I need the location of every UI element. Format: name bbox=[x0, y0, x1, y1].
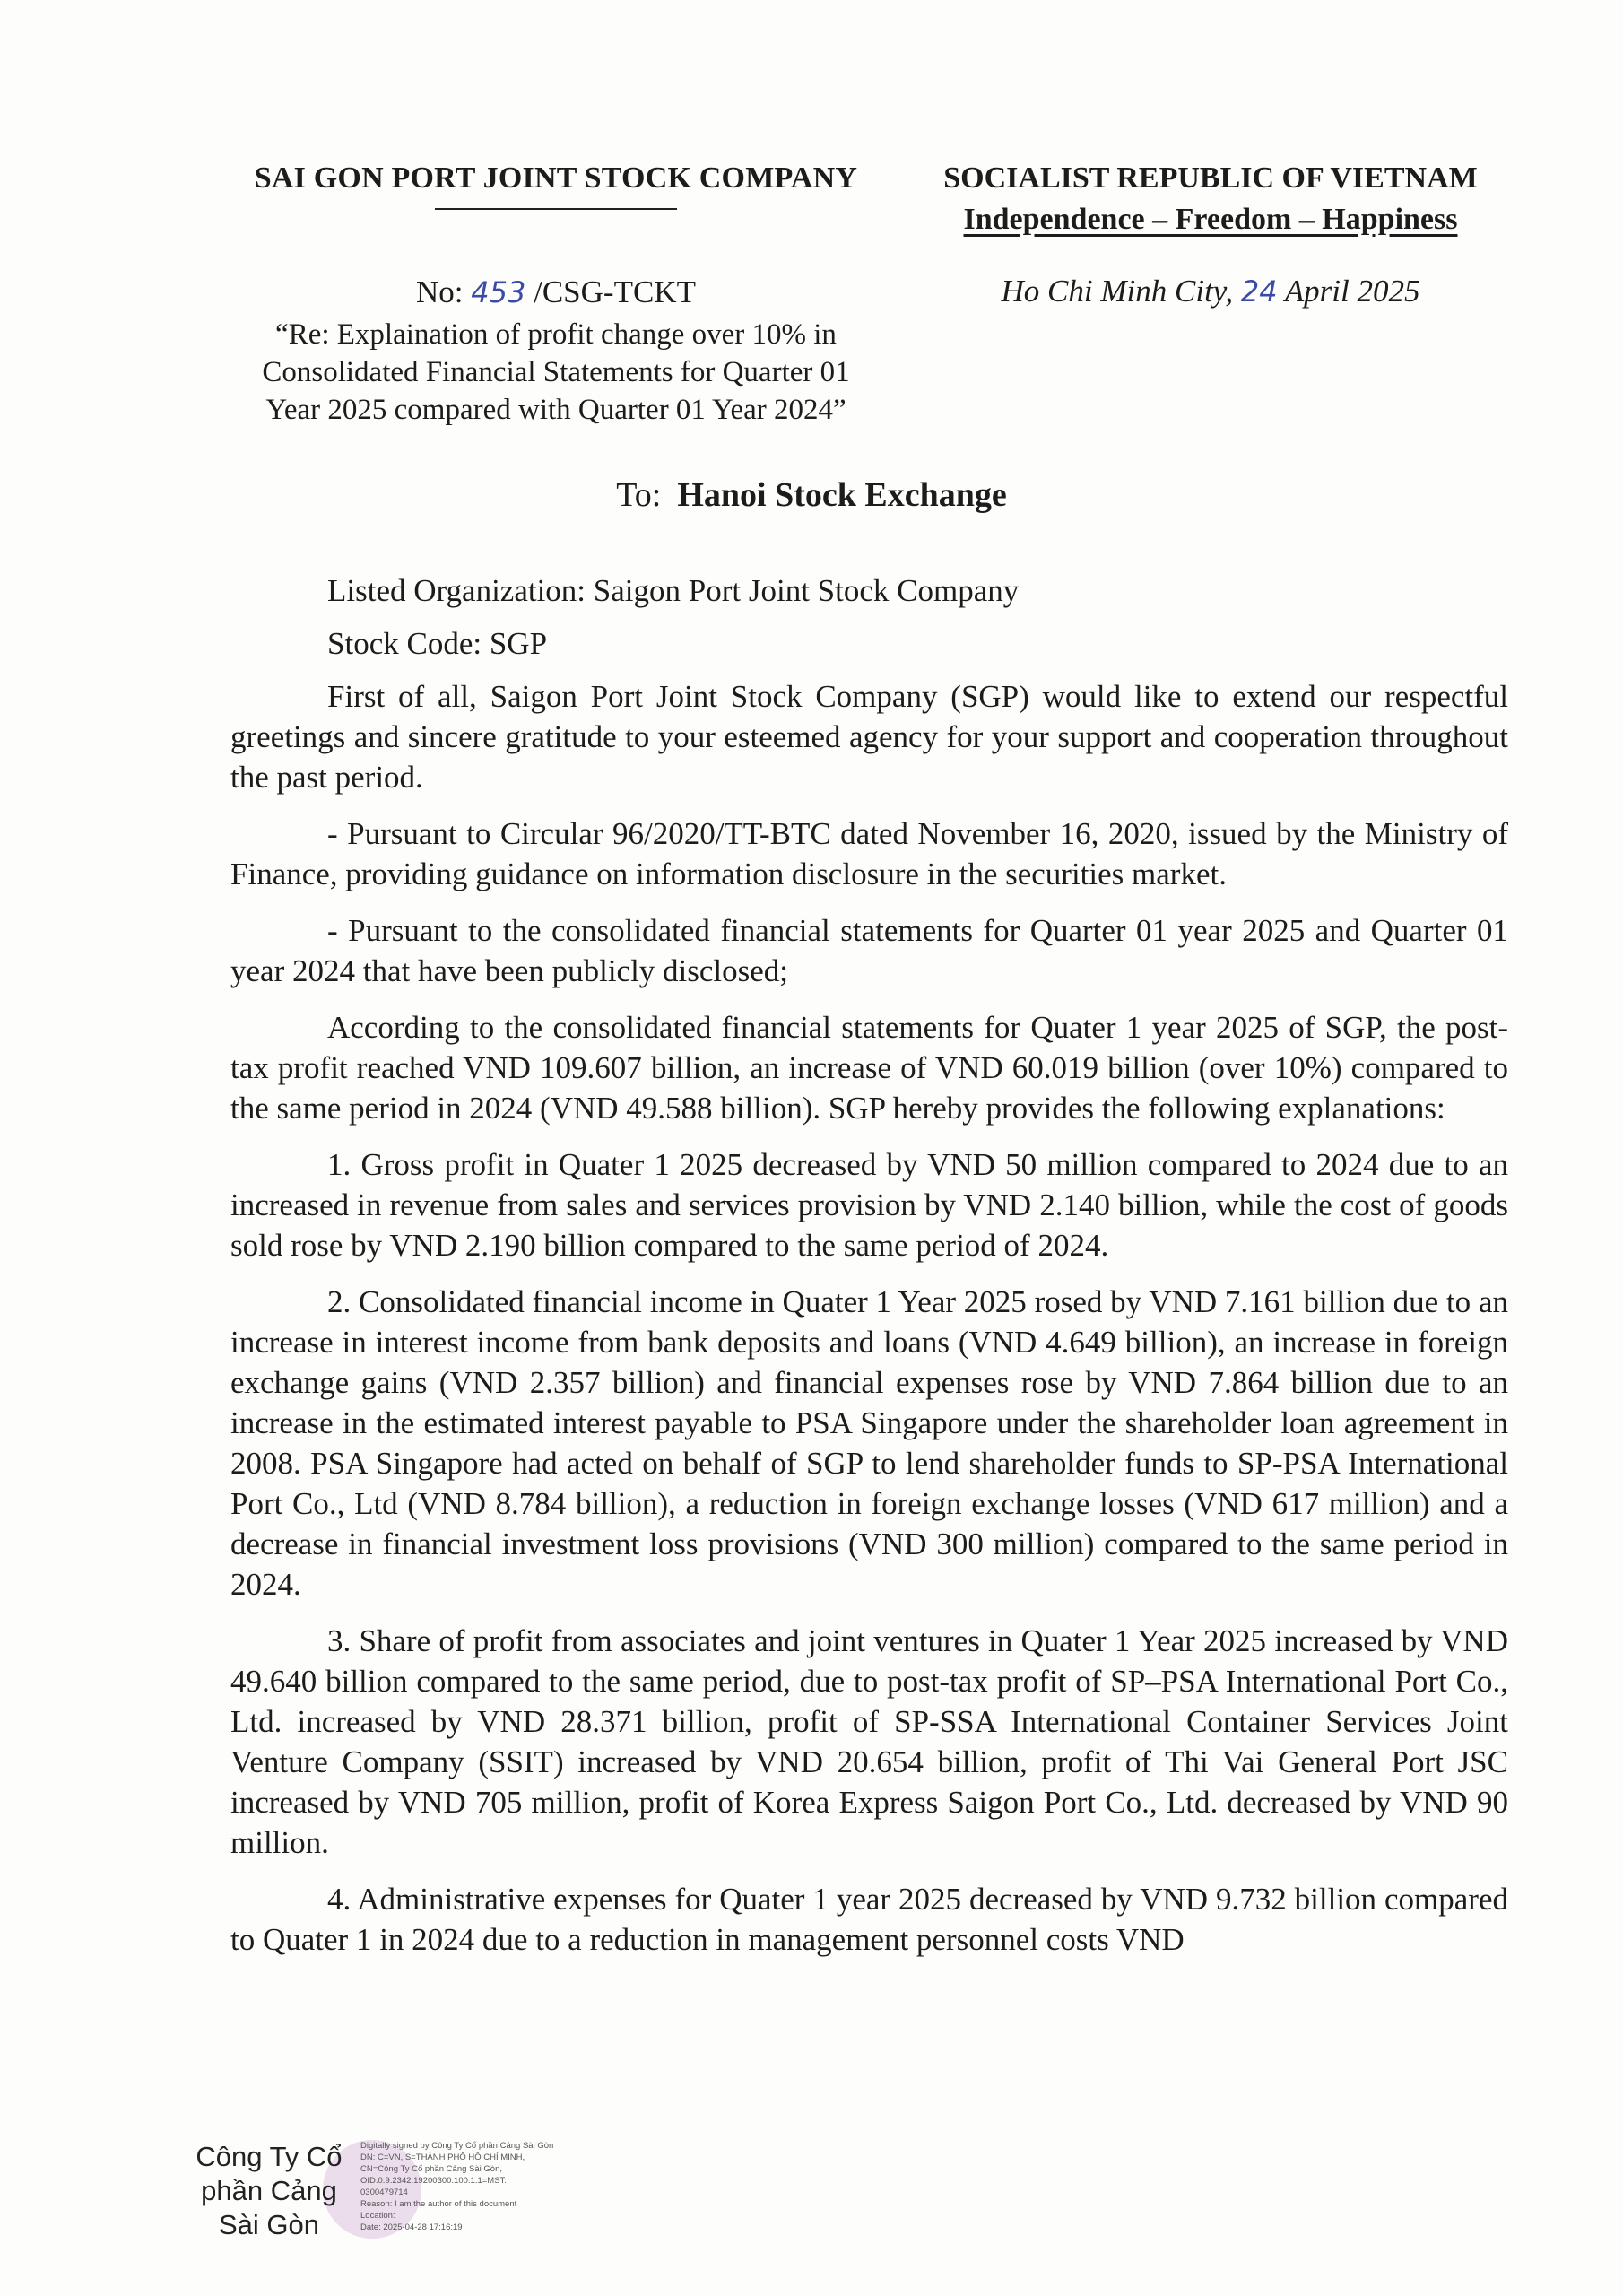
pursuant-statements: - Pursuant to the consolidated financial statements for Quarter 01 year 2025 and Quarter 01 year 2024 that have been publicly disclosed; bbox=[230, 913, 1508, 988]
pursuant-circular: - Pursuant to Circular 96/2020/TT-BTC dated November 16, 2020, issued by the Ministry of Finance, providing guidance on information disclosure in the securities market. bbox=[230, 816, 1508, 891]
national-header bbox=[915, 161, 1506, 237]
stock-code: Stock Code: SGP bbox=[327, 626, 548, 661]
signer-company: Công Ty Cổ phần Cảng Sài Gòn bbox=[195, 2141, 343, 2240]
national-motto: Independence – Freedom – Happiness bbox=[963, 203, 1458, 236]
explanation-item-3: 3. Share of profit from associates and joint ventures in Quater 1 Year 2025 increased by VND 49.640 billion compared to the same period, due to post-tax profit of SP–PSA International Port Co., Ltd. increased by VND 28.371 billion, profit of SP-SSA International Container Services Joint Venture Company (SSIT) increased by VND 20.654 billion, profit of Thi Vai General Port JSC increased by VND 705 million, profit of Korea Express Saigon Port Co., Ltd. decreased by VND 90 million. bbox=[230, 1623, 1508, 1860]
republic-name: SOCIALIST REPUBLIC OF VIETNAM bbox=[943, 161, 1478, 195]
explanation-item-2: 2. Consolidated financial income in Quater 1 Year 2025 rosed by VND 7.161 billion due to an increase in interest income from bank deposits and loans (VND 4.649 billion), an increase in foreign exchange gains (VND 2.357 billion) and financial expenses rose by VND 7.864 billion due to an increase in the estimated interest payable to PSA Singapore under the shareholder loan agreement in 2008. PSA Singapore had acted on behalf of SGP to lend shareholder funds to SP-PSA International Port Co., Ltd (VND 8.784 billion), a reduction in foreign exchange losses (VND 617 million) and a decrease in financial investment loss provisions (VND 300 million) compared to the same period in 2024. bbox=[230, 1284, 1508, 1602]
digital-signature bbox=[170, 2135, 574, 2269]
according-paragraph: According to the consolidated financial statements for Quater 1 year 2025 of SGP, the post-tax profit reached VND 109.607 billion, an increase of VND 60.019 billion (over 10%) compared to the same period in 2024 (VND 49.588 billion). SGP hereby provides the following explanations: bbox=[230, 1010, 1508, 1126]
header-divider bbox=[435, 208, 677, 210]
listed-organization: Listed Organization: Saigon Port Joint Stock Company bbox=[327, 573, 1020, 608]
issuer-header bbox=[224, 161, 888, 210]
handwritten-day: 24 bbox=[1240, 274, 1278, 309]
signature-details: Digitally signed by Công Ty Cổ phần Cảng Sài Gòn DN: C=VN, S=THÀNH PHỐ HỒ CHÍ MINH, CN=Công Ty Cổ phần Cảng Sài Gòn, OID.0.9.2342.19200300.100.1.1=MST: 0300479714 Reason: I am the author of this document Location: Date: 2025-04-28 17:16:19 bbox=[360, 2141, 554, 2232]
place-and-date: Ho Chi Minh City, 24 April 2025 bbox=[1001, 274, 1420, 309]
document-number: No: 453 /CSG-TCKT bbox=[416, 274, 696, 309]
company-name: SAI GON PORT JOINT STOCK COMPANY bbox=[254, 161, 858, 195]
recipient-name: Hanoi Stock Exchange bbox=[677, 476, 1007, 514]
explanation-item-4: 4. Administrative expenses for Quater 1 year 2025 decreased by VND 9.732 billion compared to Quater 1 in 2024 due to a reduction in management personnel costs VND bbox=[230, 1882, 1508, 1957]
letter-body bbox=[230, 570, 1508, 1976]
explanation-item-1: 1. Gross profit in Quater 1 2025 decreased by VND 50 million compared to 2024 due to an increased in revenue from sales and services provision by VND 2.140 billion, while the cost of goods sold rose by VND 2.190 billion compared to the same period of 2024. bbox=[230, 1147, 1508, 1263]
document-subject: “Re: Explaination of profit change over 10% in Consolidated Financial Statements for Quarter 01 Year 2025 compared with Quarter 01 Year 2024” bbox=[262, 318, 850, 426]
handwritten-number: 453 bbox=[471, 275, 526, 309]
recipient: To: Hanoi Stock Exchange bbox=[616, 476, 1007, 514]
greeting-paragraph: First of all, Saigon Port Joint Stock Company (SGP) would like to extend our respectful greetings and sincere gratitude to your esteemed agency for your support and cooperation throughout the past period. bbox=[230, 679, 1508, 795]
